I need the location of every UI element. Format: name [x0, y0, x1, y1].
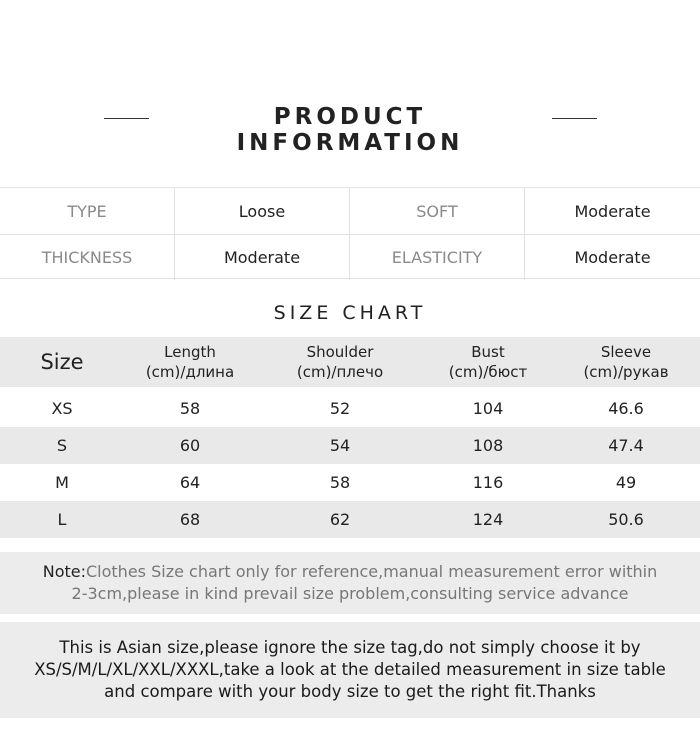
header-shoulder-unit: (cm)/плечо	[296, 363, 384, 381]
cell-bust: 108	[472, 436, 504, 455]
info-row	[0, 234, 700, 280]
info-value-type: Loose	[175, 188, 350, 234]
cell-length: 68	[179, 510, 201, 529]
cell-size: M	[55, 473, 69, 492]
cell-shoulder: 62	[329, 510, 351, 529]
cell-shoulder: 54	[329, 436, 351, 455]
product-info-header	[0, 100, 700, 156]
cell-shoulder: 58	[329, 473, 351, 492]
cell-shoulder: 52	[329, 399, 351, 418]
header-bust	[424, 342, 552, 382]
note-text-2: 2-3cm,please in kind prevail size problem,consulting service advance	[71, 584, 629, 603]
measurement-note	[0, 552, 700, 614]
cell-sleeve: 49	[615, 473, 637, 492]
table-row	[0, 390, 700, 427]
header-divider-right	[552, 118, 597, 119]
header-bust-label: Bust	[471, 343, 505, 361]
header-shoulder-label: Shoulder	[306, 343, 374, 361]
table-row	[0, 427, 700, 464]
cell-size: S	[56, 436, 68, 455]
info-key-elasticity: ELASTICITY	[350, 235, 525, 280]
cell-length: 58	[179, 399, 201, 418]
size-table-header	[0, 337, 700, 387]
header-length-label: Length	[164, 343, 216, 361]
notice-text: This is Asian size,please ignore the size tag,do not simply choose it by XS/S/M/L/XL/XXL/XXXL,take a look at the detailed measurement in size table and compare with your body size to get the right fit.Thanks	[34, 638, 666, 701]
cell-length: 64	[179, 473, 201, 492]
table-row	[0, 464, 700, 501]
size-chart-table	[0, 337, 700, 538]
cell-size: L	[57, 510, 67, 529]
header-length-unit: (cm)/длина	[145, 363, 235, 381]
note-text-1: Clothes Size chart only for reference,manual measurement error within	[86, 562, 658, 581]
info-row	[0, 188, 700, 234]
table-row	[0, 501, 700, 538]
header-sleeve	[552, 342, 700, 382]
cell-bust: 124	[472, 510, 504, 529]
info-value-soft: Moderate	[574, 201, 651, 221]
note-label: Note:	[42, 562, 86, 581]
note-line-1	[43, 561, 658, 583]
info-key-soft: SOFT	[350, 188, 525, 234]
cell-size: XS	[51, 399, 73, 418]
header-length	[124, 342, 256, 382]
info-key-type: TYPE	[0, 188, 175, 234]
header-sleeve-unit: (cm)/рукав	[583, 363, 669, 381]
size-chart-title: SIZE CHART	[273, 302, 427, 324]
product-info-table	[0, 187, 700, 279]
asian-size-notice	[0, 622, 700, 718]
cell-sleeve: 50.6	[608, 510, 644, 529]
header-size: Size	[40, 350, 84, 374]
info-key-thickness: THICKNESS	[0, 235, 175, 280]
header-divider-left	[104, 118, 149, 119]
info-value-thickness: Moderate	[175, 235, 350, 280]
header-bust-unit: (cm)/бюст	[448, 363, 528, 381]
page-title: PRODUCT INFORMATION	[236, 104, 464, 156]
header-shoulder	[256, 342, 424, 382]
cell-length: 60	[179, 436, 201, 455]
header-sleeve-label: Sleeve	[600, 343, 652, 361]
cell-bust: 116	[472, 473, 504, 492]
info-value-elasticity: Moderate	[574, 248, 651, 267]
cell-sleeve: 47.4	[608, 436, 644, 455]
cell-bust: 104	[472, 399, 504, 418]
cell-sleeve: 46.6	[608, 399, 644, 418]
